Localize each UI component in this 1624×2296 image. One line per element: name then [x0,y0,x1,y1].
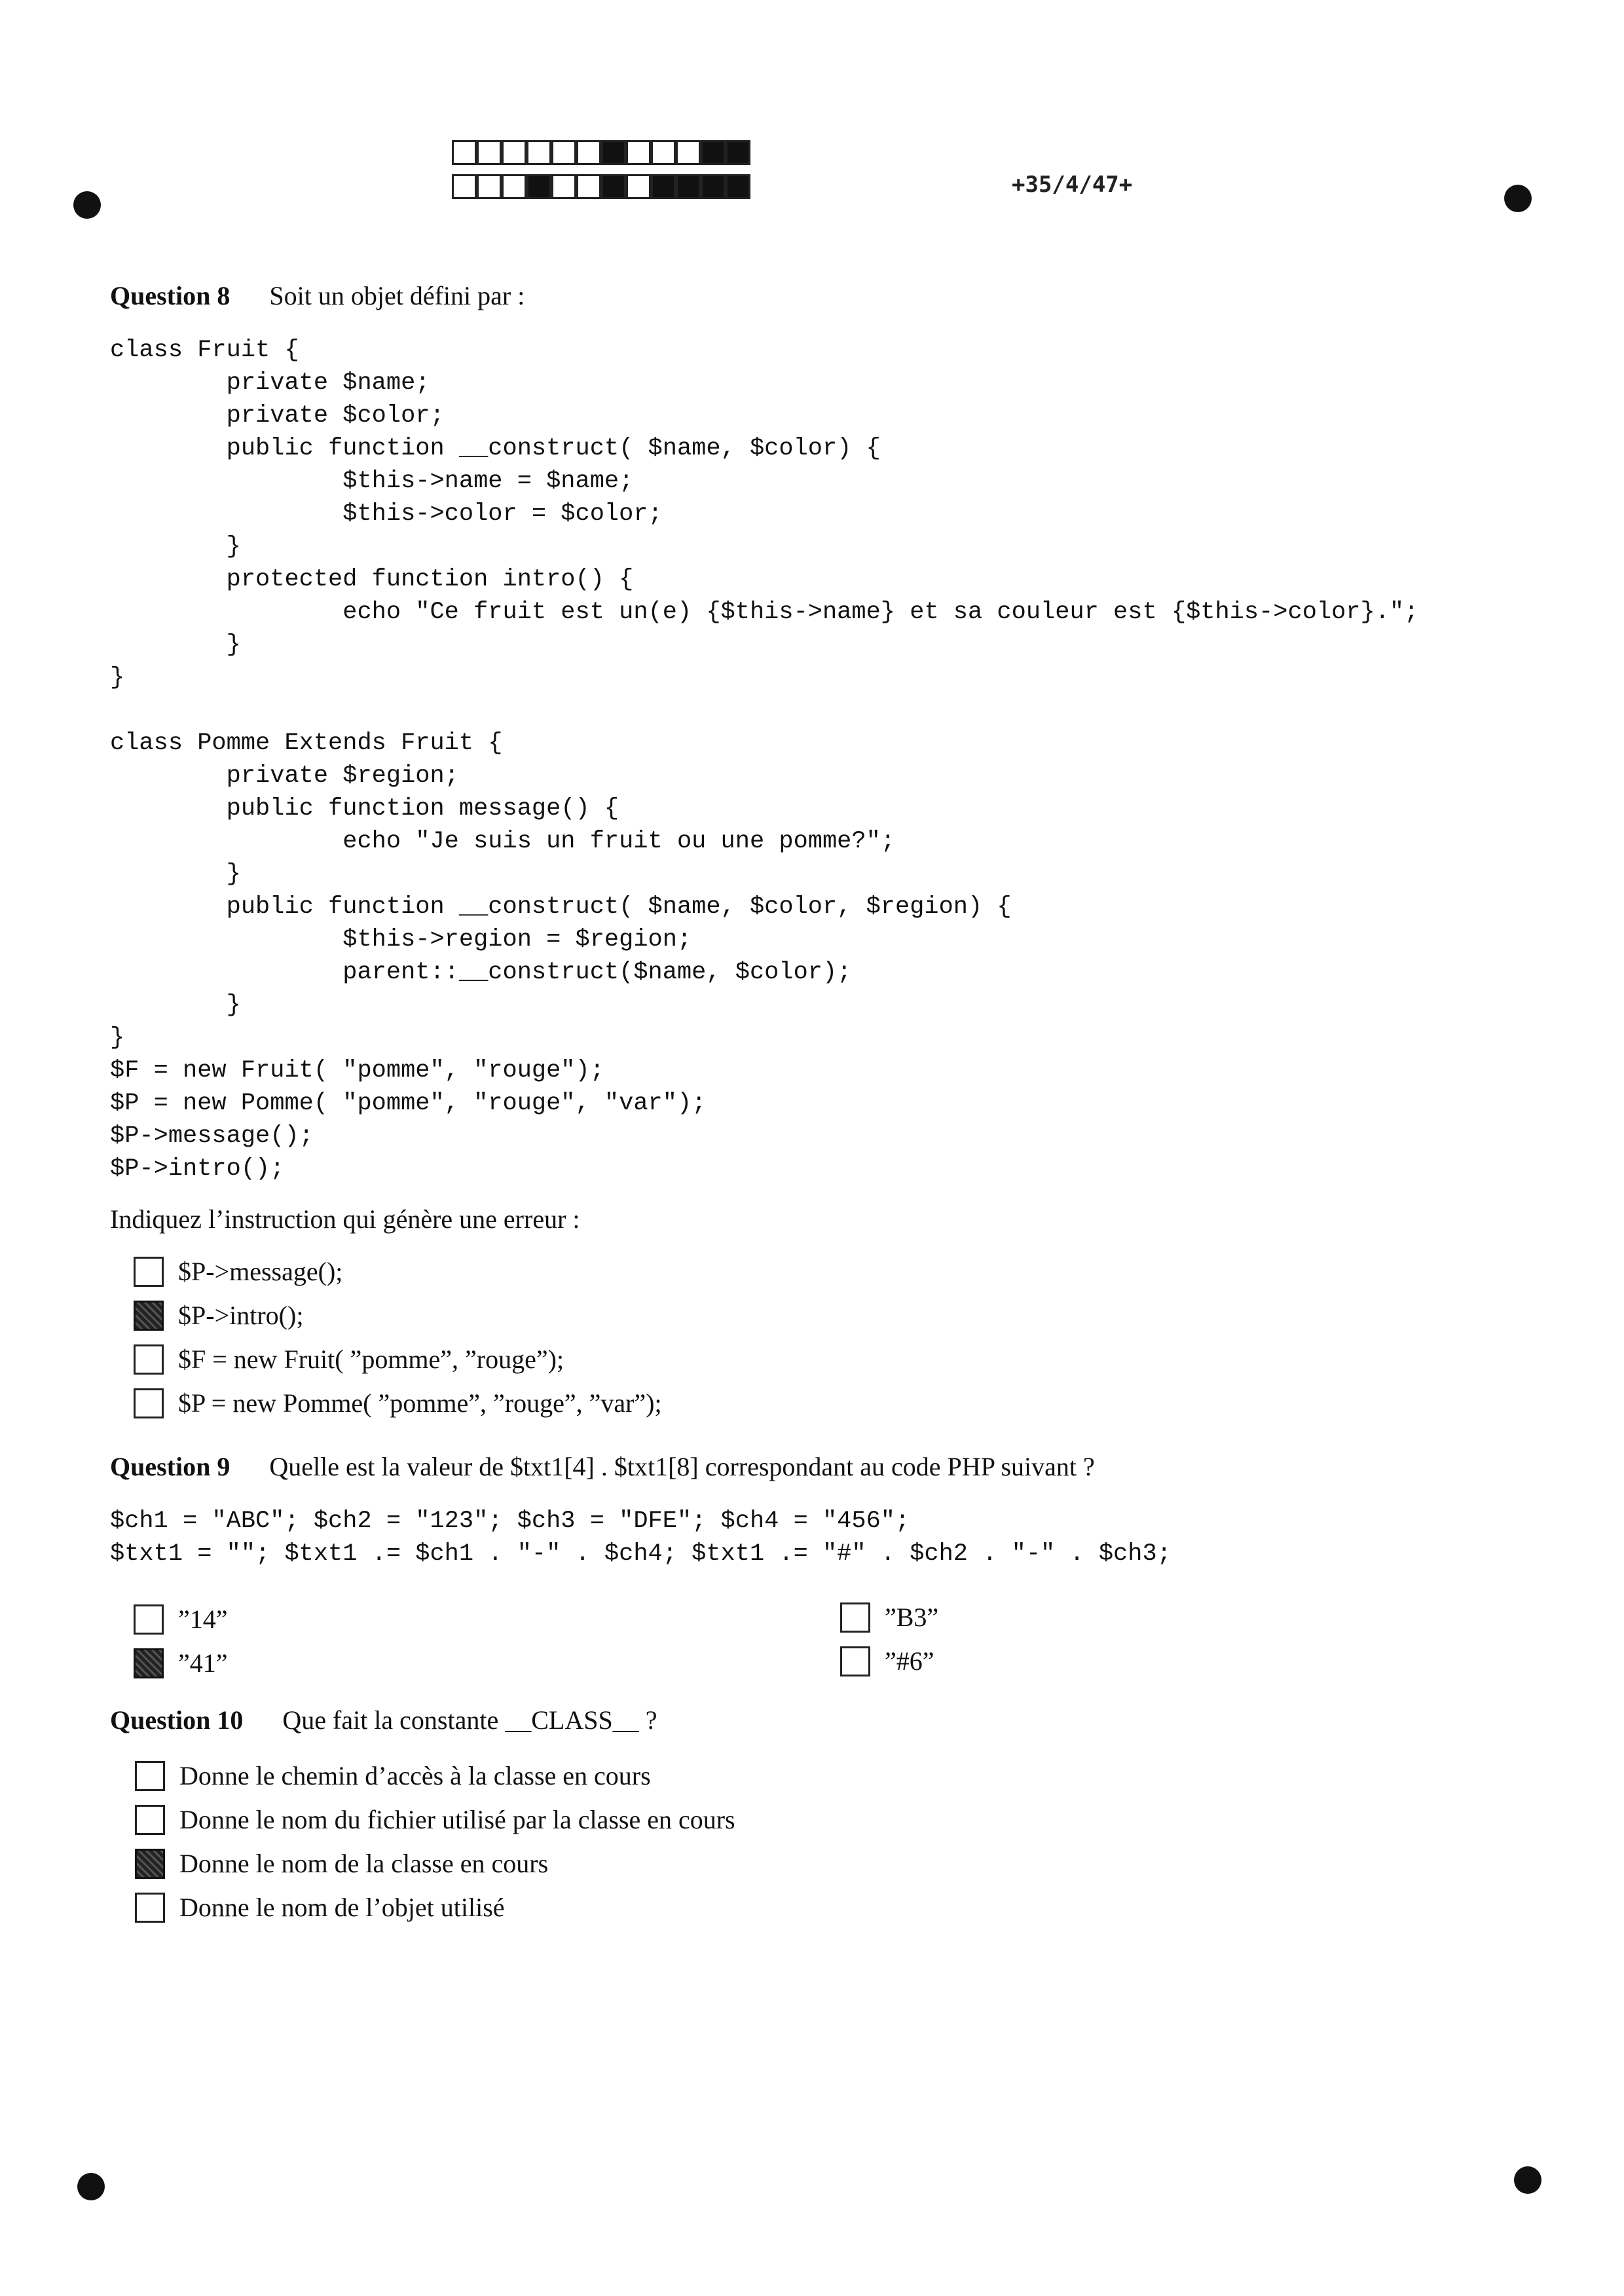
barcode-cell [601,174,626,199]
answer-label: ”#6” [885,1646,934,1676]
answer-label: Donne le chemin d’accès à la classe en cours [179,1761,651,1790]
barcode-row [452,174,750,199]
question-9-header [110,1451,1095,1482]
barcode-cell [477,174,502,199]
barcode-row [452,140,750,165]
code-block: class Fruit { private $name; private $color; public function __construct( $name, $color) { $this->name = $name; $this->color = $color; } protected function intro() { echo "Ce fruit est un(e) {$this->name} et sa couleur est {$this->color}."; } } class Pomme Extends Fruit { private $region; public function message() { echo "Je suis un fruit ou une pomme?"; } public function __construct( $name, $color, $region) { $this->region = $region; parent::__construct($name, $color); } } $F = new Fruit( "pomme", "rouge"); $P = new Pomme( "pomme", "rouge", "var"); $P->message(); $P->intro(); [110,337,1419,1183]
answer-option[interactable] [840,1602,938,1633]
barcode-cell [477,140,502,165]
barcode-cell [651,174,676,199]
answer-option[interactable] [135,1848,548,1879]
answer-label: Donne le nom du fichier utilisé par la classe en cours [179,1805,735,1834]
question-label: Question 9 [110,1452,231,1481]
barcode-cell [726,174,750,199]
answer-label: ”B3” [885,1602,939,1632]
barcode-cell [601,140,626,165]
answer-checkbox[interactable] [134,1648,164,1678]
answer-label: Donne le nom de l’objet utilisé [179,1893,505,1922]
registration-mark-bottom-left [77,2173,105,2200]
answer-label: Donne le nom de la classe en cours [179,1849,549,1878]
answer-label: ”41” [178,1648,228,1678]
barcode-cell [676,174,701,199]
barcode-cell [701,140,726,165]
answer-checkbox[interactable] [135,1805,165,1835]
registration-mark-bottom-right [1514,2166,1541,2194]
question-label: Question 10 [110,1705,244,1735]
barcode-cell [526,174,551,199]
question-text: Soit un objet défini par : [269,281,525,310]
barcode-cell [626,140,651,165]
question-10-header [110,1705,657,1735]
answer-label: $P->message(); [178,1257,343,1286]
answer-checkbox[interactable] [840,1602,870,1633]
question-8-prompt: Indiquez l’instruction qui génère une erreur : [110,1204,580,1234]
answer-checkbox[interactable] [840,1646,870,1676]
barcode-cell [676,140,701,165]
answer-label: $F = new Fruit( ”pomme”, ”rouge”); [178,1344,564,1374]
barcode-cell [551,174,576,199]
barcode-cell [726,140,750,165]
barcode-cell [576,174,601,199]
answer-checkbox[interactable] [135,1849,165,1879]
answer-option[interactable] [134,1648,228,1678]
page-code: +35/4/47+ [1012,172,1133,198]
question-text: Que fait la constante __CLASS__ ? [282,1705,657,1735]
answer-option[interactable] [134,1604,228,1635]
answer-option[interactable] [134,1388,662,1418]
answer-option[interactable] [135,1760,651,1791]
answer-checkbox[interactable] [135,1761,165,1791]
answer-checkbox[interactable] [134,1388,164,1418]
answer-checkbox[interactable] [134,1301,164,1331]
answer-option[interactable] [135,1892,505,1923]
answer-checkbox[interactable] [134,1344,164,1375]
answer-checkbox[interactable] [134,1257,164,1287]
answer-label: $P = new Pomme( ”pomme”, ”rouge”, ”var”); [178,1388,662,1418]
registration-mark-top-left [73,191,101,219]
answer-checkbox[interactable] [135,1893,165,1923]
barcode-cell [551,140,576,165]
registration-mark-top-right [1504,185,1532,212]
question-text: Quelle est la valeur de $txt1[4] . $txt1[8] correspondant au code PHP suivant ? [269,1452,1095,1481]
answer-label: ”14” [178,1604,228,1634]
answer-option[interactable] [840,1646,934,1676]
barcode-cell [626,174,651,199]
barcode-cell [651,140,676,165]
barcode-cell [526,140,551,165]
answer-option[interactable] [134,1344,564,1375]
answer-label: $P->intro(); [178,1301,304,1330]
answer-option[interactable] [135,1804,735,1835]
barcode-cell [502,174,526,199]
answer-option[interactable] [134,1256,342,1287]
barcode-cell [701,174,726,199]
answer-checkbox[interactable] [134,1604,164,1635]
question-8-header [110,280,525,311]
answer-option[interactable] [134,1300,303,1331]
barcode-cell [452,140,477,165]
page-barcode [452,140,750,208]
barcode-cell [576,140,601,165]
barcode-cell [452,174,477,199]
barcode-cell [502,140,526,165]
question-label: Question 8 [110,281,231,310]
code-block: $ch1 = "ABC"; $ch2 = "123"; $ch3 = "DFE"; $ch4 = "456"; $txt1 = ""; $txt1 .= $ch1 . "-" . $ch4; $txt1 .= "#" . $ch2 . "-" . $ch3; [110,1508,1172,1568]
